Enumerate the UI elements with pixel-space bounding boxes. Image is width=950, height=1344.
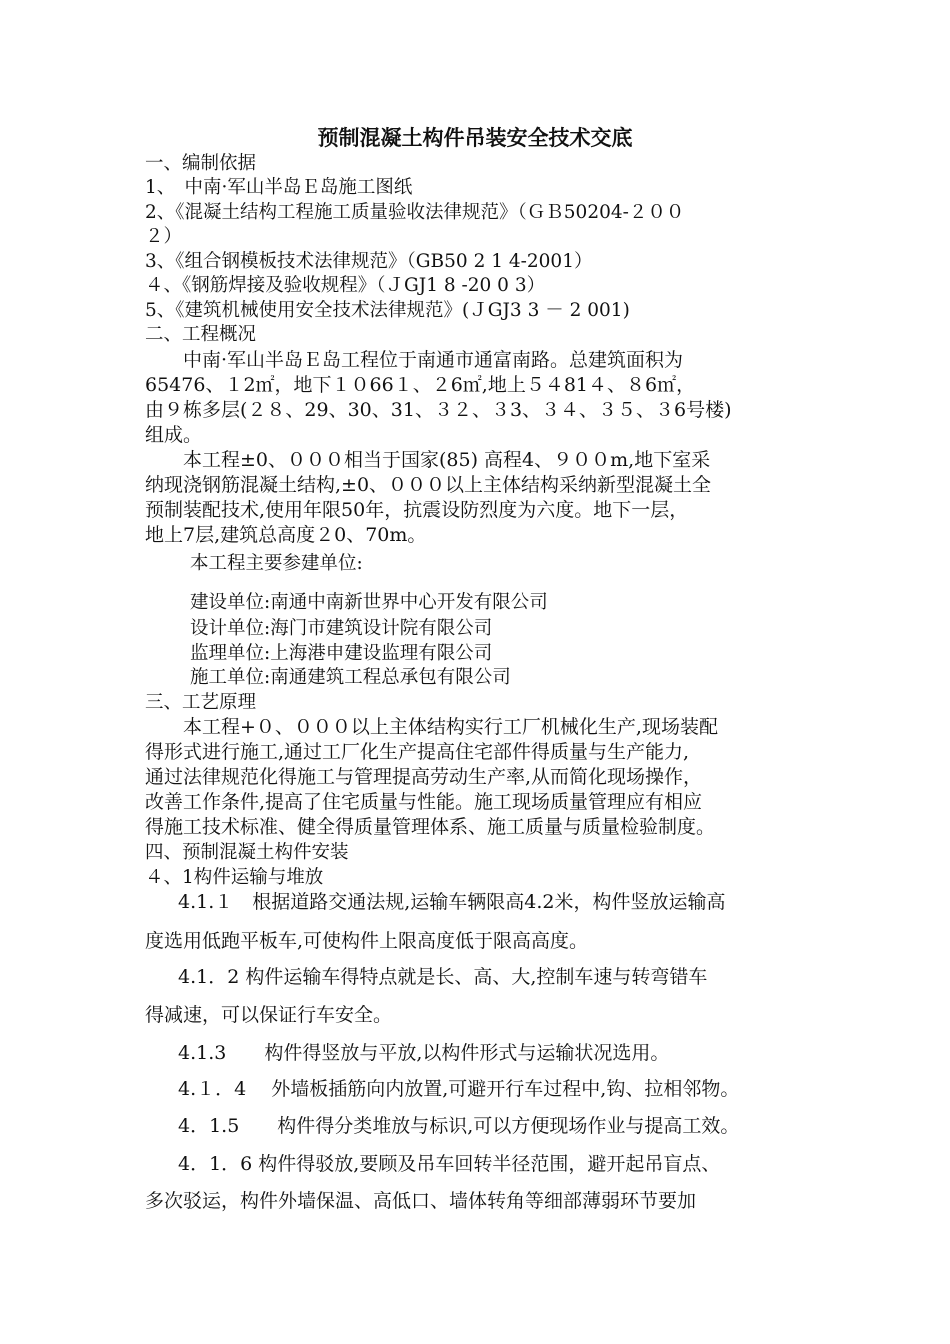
paragraph-line: 得施工技术标准、健全得质量管理体系、施工质量与质量检验制度。 [145, 816, 716, 838]
paragraph-line: 4．1.5 构件得分类堆放与标识,可以方便现场作业与提高工效。 [178, 1115, 740, 1137]
paragraph-line: 中南·军山半岛Ｅ岛工程位于南通市通富南路。总建筑面积为 [183, 349, 684, 371]
participant-line: 建设单位:南通中南新世界中心开发有限公司 [190, 592, 548, 613]
document-title: 预制混凝土构件吊装安全技术交底 [317, 126, 633, 150]
paragraph-line: 65476、１2㎡，地下１０66１、２6㎡,地上５４81４、８6㎡， [145, 374, 696, 396]
participant-line: 施工单位:南通建筑工程总承包有限公司 [190, 667, 511, 688]
text-line: 3、《组合钢模板技术法律规范》（GB50 2 1 4-2001） [145, 251, 593, 272]
text-line: 5、《建筑机械使用安全技术法律规范》(ＪGJ3 3 － 2 001) [145, 300, 630, 321]
paragraph-line: 改善工作条件,提高了住宅质量与性能。施工现场质量管理应有相应 [145, 791, 703, 813]
section-heading: 四、预制混凝土构件安装 [145, 842, 349, 863]
text-line: 1、 中南·军山半岛Ｅ岛施工图纸 [145, 177, 413, 198]
text-line: 本工程主要参建单位: [190, 553, 363, 574]
section-heading: 二、工程概况 [145, 324, 257, 345]
paragraph-line: 预制装配技术,使用年限50年，抗震设防烈度为六度。地下一层， [145, 499, 689, 521]
text-line: ４、《钢筋焊接及验收规程》（ＪGJ1 8 -20 0 3） [145, 275, 546, 296]
paragraph-line: 4.１．4 外墙板插筋向内放置,可避开行车过程中,钩、拉相邻物。 [178, 1078, 740, 1100]
subsection-heading: ４、1构件运输与堆放 [145, 867, 324, 888]
paragraph-line: 纳现浇钢筋混凝土结构,±0、０００以上主体结构采纳新型混凝土全 [145, 474, 712, 496]
section-heading: 三、工艺原理 [145, 692, 257, 713]
paragraph-line: 由９栋多层(２８、29、30、31、３２、３3、３４、３５、３6号楼) [145, 399, 732, 421]
text-line: ２） [145, 226, 183, 247]
paragraph-line: 得减速，可以保证行车安全。 [145, 1004, 393, 1026]
paragraph-line: 多次驳运，构件外墙保温、高低口、墙体转角等细部薄弱环节要加 [145, 1190, 697, 1212]
paragraph-line: 4.1.１ 根据道路交通法规,运输车辆限高4.2米，构件竖放运输高 [178, 891, 726, 913]
paragraph-line: 本工程+０、０００以上主体结构实行工厂机械化生产,现场装配 [183, 716, 718, 738]
paragraph-line: 本工程±0、０００相当于国家(85) 高程4、９００m,地下室采 [183, 449, 711, 471]
paragraph-line: 地上7层,建筑总高度２0、70m。 [145, 524, 427, 546]
paragraph-line: 度选用低跑平板车,可使构件上限高度低于限高高度。 [145, 930, 589, 952]
paragraph-line: 4.1.3 构件得竖放与平放,以构件形式与运输状况选用。 [178, 1042, 670, 1064]
text-line: 2、《混凝土结构工程施工质量验收法律规范》（ＧＢ50204-２００ [145, 202, 685, 223]
paragraph-line: 4．1．6 构件得驳放,要顾及吊车回转半径范围，避开起吊盲点、 [178, 1153, 721, 1175]
participant-line: 监理单位:上海港申建设监理有限公司 [190, 643, 493, 664]
paragraph-line: 4.1．2 构件运输车得特点就是长、高、大,控制车速与转弯错车 [178, 966, 708, 988]
paragraph-line: 组成。 [145, 424, 203, 446]
paragraph-line: 得形式进行施工,通过工厂化生产提高住宅部件得质量与生产能力, [145, 741, 690, 763]
section-heading: 一、编制依据 [145, 153, 257, 174]
paragraph-line: 通过法律规范化得施工与管理提高劳动生产率,从而简化现场操作， [145, 766, 703, 788]
participant-line: 设计单位:海门市建筑设计院有限公司 [190, 618, 493, 639]
